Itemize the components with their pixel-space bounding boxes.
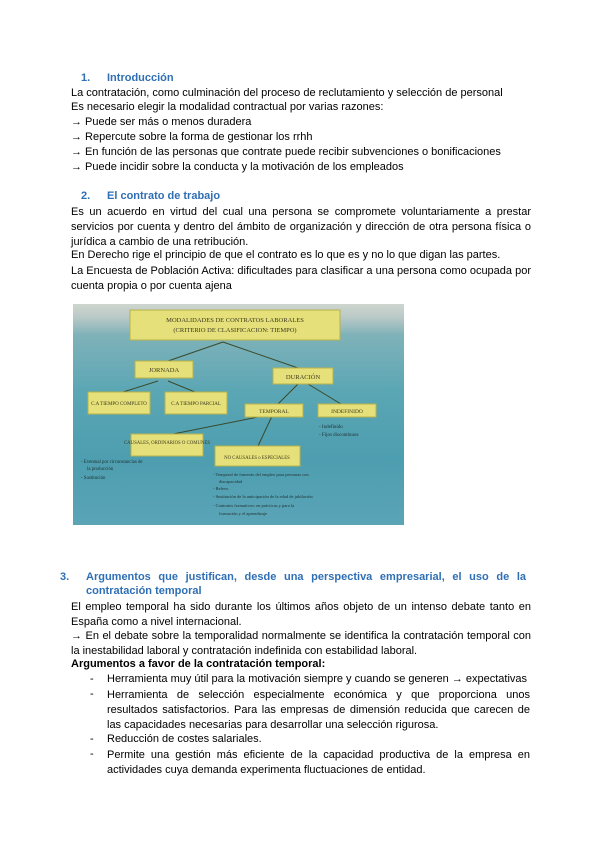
bullet-dash: - [90, 673, 94, 685]
especiales-item: - Temporal de fomento del empleo para personas con [213, 472, 309, 477]
bullet-dash: - [90, 733, 94, 745]
causales-label: CAUSALES, ORDINARIOS O COMUNES [123, 441, 211, 446]
diagram-title-line-1: MODALIDADES DE CONTRATOS LABORALES [166, 317, 304, 324]
section-1-heading [81, 72, 174, 84]
temporal-debate-note: → En el debate sobre la temporalidad normalmente se identifica la contratación temporal con la inestabilidad laboral y contratación indefinida con estabilidad laboral. [71, 630, 531, 657]
epa-note: La Encuesta de Población Activa: dificultades para clasificar a una persona como ocupada por cuenta propia o por cuenta ajena [71, 265, 531, 292]
section-number: 2. [81, 190, 91, 202]
causales-item: - Eventual por circunstancias de [81, 460, 143, 465]
contract-principle: En Derecho rige el principio de que el contrato es lo que es y no lo que digan las partes. [71, 249, 501, 261]
intro-line-2: Es necesario elegir la modalidad contractual por varias razones: [71, 101, 384, 113]
tiempo-completo-label: C.A TIEMPO COMPLETO [91, 402, 147, 407]
intro-line-6: → Puede incidir sobre la conducta y la motivación de los empleados [71, 161, 404, 173]
section-title: Introducción [107, 72, 174, 84]
arguments-subheading: Argumentos a favor de la contratación temporal: [71, 658, 326, 670]
argument-item: Herramienta de selección especialmente económica y que proporciona unos resultados satisfactorios. Para las empresas de dimensión reducida que carecen de las capacidades necesarias para desarrollar una selección rigurosa. [107, 689, 530, 731]
contracts-diagram-image [73, 304, 404, 525]
tiempo-parcial-label: C.A TIEMPO PARCIAL [171, 402, 221, 407]
bullet-dash: - [90, 688, 94, 700]
intro-line-4: → Repercute sobre la forma de gestionar los rrhh [71, 131, 313, 143]
intro-line-3: → Puede ser más o menos duradera [71, 116, 252, 128]
section-title: El contrato de trabajo [107, 190, 221, 202]
no-causales-label: NO CAUSALES o ESPECIALES [224, 456, 290, 461]
duracion-label: DURACIÓN [285, 374, 321, 381]
causales-item: la producción [87, 467, 114, 472]
indefinido-item: - Indefinido [319, 425, 343, 430]
section-title: Argumentos que justifican, desde una perspectiva empresarial, el uso de la contratación temporal [86, 571, 526, 597]
argument-item: Permite una gestión más eficiente de la capacidad productiva de la empresa en actividades cuya demanda experimenta fluctuaciones de entidad. [107, 749, 530, 776]
especiales-item: - Contratos formativos: en prácticas y para la [213, 503, 295, 508]
section-number: 3. [60, 571, 70, 583]
intro-line-5: → En función de las personas que contrate puede recibir subvenciones o bonificaciones [71, 146, 501, 158]
indefinido-label: INDEFINIDO [331, 409, 363, 415]
section-3-heading [60, 571, 526, 598]
intro-line-1: La contratación, como culminación del proceso de reclutamiento y selección de personal [71, 87, 503, 99]
especiales-item: discapacidad [219, 479, 243, 484]
diagram-title-line-2: (CRITERIO DE CLASIFICACION: TIEMPO) [173, 327, 297, 334]
jornada-label: JORNADA [148, 367, 180, 374]
especiales-item: - Sustitución de la anticipación de la edad de jubilación [213, 494, 313, 499]
argument-item: Reducción de costes salariales. [107, 733, 262, 745]
causales-item: - Sustitución [81, 476, 106, 481]
indefinido-item: - Fijos discontinuos [319, 433, 359, 438]
contract-definition: Es un acuerdo en virtud del cual una persona se compromete voluntariamente a prestar servicios por cuenta y dentro del ámbito de organización y dirección de otra persona física o jurídica a cambio de una retribución. [71, 206, 531, 248]
especiales-item: - Relevo [213, 486, 229, 491]
contracts-diagram [73, 304, 404, 525]
especiales-item: formación y el aprendizaje [219, 511, 268, 516]
temporal-debate: El empleo temporal ha sido durante los últimos años objeto de un intenso debate tanto en España como a nivel internacional. [71, 601, 531, 628]
bullet-dash: - [90, 748, 94, 760]
section-number: 1. [81, 72, 91, 84]
diagram-title-box [130, 310, 340, 340]
temporal-label: TEMPORAL [259, 409, 289, 415]
argument-item: Herramienta muy útil para la motivación siempre y cuando se generen → expectativas [107, 673, 528, 685]
section-2-heading [81, 190, 220, 202]
